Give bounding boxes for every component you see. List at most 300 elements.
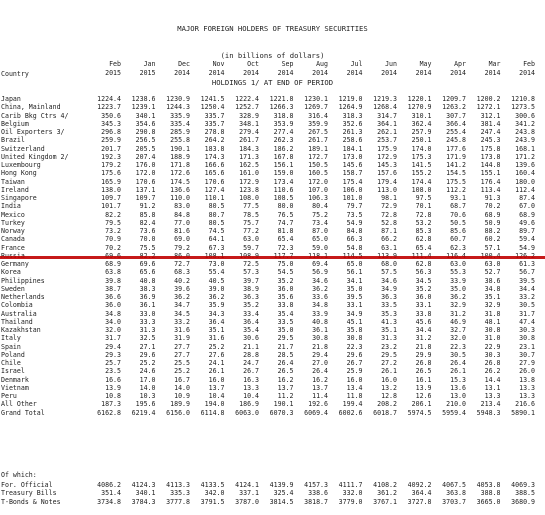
table-cell: 59.7	[243, 243, 259, 252]
table-cell: 36.2	[174, 293, 190, 301]
table-cell: 74.7	[277, 218, 294, 227]
table-cell: 328.9	[239, 111, 259, 120]
column-year: 2014	[484, 69, 501, 77]
table-cell: 261.7	[239, 136, 259, 145]
table-cell: 192.3	[101, 152, 121, 161]
table-cell: 34.1	[346, 276, 363, 285]
table-cell: 13.3	[519, 383, 535, 392]
table-cell: 91.3	[484, 194, 501, 202]
table-cell: 175.9	[377, 144, 397, 153]
table-cell: 381.4	[480, 119, 501, 128]
table-cell: 39.5	[346, 293, 363, 301]
table-cell: 79.5	[105, 218, 121, 227]
table-cell: 31.2	[415, 334, 432, 343]
table-cell: 141.5	[411, 161, 432, 169]
table-cell: 13.7	[208, 383, 225, 392]
table-cell: 54.9	[346, 218, 363, 227]
table-cell: 256.5	[135, 136, 156, 145]
table-cell: 73.6	[139, 227, 156, 235]
table-cell: 277.4	[273, 128, 294, 136]
table-cell: 22.3	[346, 342, 363, 351]
table-cell: 361.2	[377, 489, 397, 498]
table-cell: 13.6	[450, 383, 466, 392]
table-cell: 179.2	[101, 161, 121, 169]
table-cell: 3779.0	[338, 497, 363, 506]
table-cell: 29.5	[277, 334, 294, 343]
title-line-1: MAJOR FOREIGN HOLDERS OF TREASURY SECURITIES	[177, 24, 368, 33]
table-cell: 335.3	[170, 489, 190, 498]
table-cell: 176.4	[480, 177, 501, 186]
row-label: Treasury Bills	[1, 489, 57, 498]
table-cell: 139.6	[515, 161, 535, 169]
table-cell: 109.7	[101, 194, 121, 202]
row-label: All Other	[1, 400, 37, 409]
table-cell: 354.6	[135, 119, 156, 128]
table-cell: 4139.9	[269, 481, 294, 489]
table-row	[0, 227, 545, 235]
table-row	[0, 343, 545, 351]
table-cell: 187.3	[101, 400, 121, 409]
table-cell: 85.6	[450, 227, 466, 235]
table-cell: 173.4	[273, 177, 294, 186]
table-cell: 108.0	[239, 194, 259, 202]
table-cell: 175.6	[101, 169, 121, 178]
table-cell: 3784.3	[131, 497, 156, 506]
table-cell: 1264.9	[338, 103, 363, 112]
row-label: China, Mainland	[1, 103, 61, 112]
column-month: Jul	[350, 60, 363, 68]
table-cell: 206.1	[411, 400, 432, 409]
table-cell: 1219.0	[338, 95, 363, 103]
table-cell: 40.8	[139, 276, 156, 285]
table-cell: 26.4	[450, 359, 466, 367]
table-cell: 137.1	[135, 185, 156, 194]
table-cell: 35.1	[484, 293, 501, 301]
table-cell: 27.0	[312, 359, 328, 367]
table-cell: 5974.5	[407, 408, 432, 417]
table-cell: 34.0	[105, 317, 121, 326]
table-cell: 88.2	[484, 227, 501, 235]
table-cell: 168.1	[515, 144, 535, 153]
table-cell: 4111.7	[338, 481, 363, 489]
table-cell: 35.1	[208, 326, 225, 334]
table-cell: 173.8	[480, 152, 501, 161]
table-cell: 35.1	[381, 326, 397, 334]
table-cell: 27.2	[381, 359, 397, 367]
table-cell: 11.4	[312, 392, 328, 400]
table-cell: 3791.5	[200, 497, 225, 506]
table-cell: 62.3	[450, 243, 466, 252]
table-cell: 70.2	[484, 202, 501, 211]
table-cell: 32.0	[450, 334, 466, 343]
table-cell: 48.1	[484, 317, 501, 326]
table-cell: 31.7	[519, 309, 535, 318]
table-cell: 33.8	[415, 309, 432, 318]
column-year: 2014	[174, 69, 190, 77]
column-header	[88, 60, 121, 78]
table-cell: 57.3	[243, 268, 259, 277]
column-header	[330, 60, 363, 78]
table-cell: 159.0	[273, 169, 294, 178]
table-cell: 33.9	[312, 309, 328, 318]
table-cell: 36.0	[277, 284, 294, 293]
table-cell: 33.5	[381, 301, 397, 310]
table-cell: 11.2	[277, 392, 294, 400]
table-cell: 65.0	[346, 260, 363, 268]
country-column-header: Country	[1, 70, 29, 78]
table-cell: 68.3	[174, 268, 190, 277]
table-cell: 186.2	[273, 144, 294, 153]
table-cell: 34.7	[174, 301, 190, 310]
table-cell: 5948.3	[476, 408, 501, 417]
table-cell: 150.5	[308, 161, 328, 169]
table-row	[0, 301, 545, 309]
table-cell: 32.7	[450, 326, 466, 334]
table-cell: 312.1	[480, 111, 501, 120]
table-cell: 1238.6	[131, 95, 156, 103]
table-cell: 45.1	[346, 317, 363, 326]
table-cell: 155.1	[480, 169, 501, 178]
table-cell: 161.0	[239, 169, 259, 178]
column-header	[157, 60, 190, 78]
table-cell: 23.2	[381, 342, 397, 351]
table-cell: 13.7	[312, 383, 328, 392]
table-cell: 30.7	[519, 350, 535, 359]
row-label: France	[1, 243, 25, 252]
table-cell: 69.6	[139, 260, 156, 268]
table-cell: 26.7	[346, 359, 363, 367]
table-cell: 165.6	[204, 169, 225, 178]
table-cell: 61.3	[519, 260, 535, 268]
table-cell: 32.9	[450, 301, 466, 310]
table-cell: 22.3	[450, 342, 466, 351]
table-cell: 13.0	[450, 392, 466, 400]
table-cell: 56.7	[519, 268, 535, 277]
table-cell: 335.7	[204, 119, 225, 128]
table-cell: 23.1	[519, 342, 535, 351]
table-cell: 30.5	[450, 350, 466, 359]
table-cell: 353.9	[273, 119, 294, 128]
table-cell: 173.0	[342, 152, 363, 161]
table-cell: 70.6	[450, 210, 466, 219]
table-cell: 87.4	[519, 194, 535, 202]
table-cell: 52.7	[484, 268, 501, 277]
table-cell: 278.8	[204, 128, 225, 136]
table-cell: 34.8	[312, 301, 328, 310]
table-cell: 68.9	[519, 210, 535, 219]
column-header	[399, 60, 432, 78]
table-cell: 10.9	[174, 392, 190, 400]
table-cell: 39.5	[519, 276, 535, 285]
table-cell: 24.1	[208, 359, 225, 367]
table-cell: 113.4	[480, 185, 501, 194]
table-cell: 31.7	[105, 334, 121, 343]
table-cell: 80.5	[208, 218, 225, 227]
row-label: Luxembourg	[1, 161, 41, 169]
table-row	[0, 219, 545, 227]
official-holdings-table	[0, 481, 545, 506]
table-cell: 26.5	[415, 367, 432, 376]
table-row	[0, 103, 545, 111]
table-cell: 34.3	[208, 309, 225, 318]
row-label: Japan	[1, 95, 21, 103]
table-cell: 32.5	[139, 334, 156, 343]
table-cell: 31.6	[174, 326, 190, 334]
table-cell: 98.1	[381, 194, 397, 202]
table-cell: 26.8	[484, 359, 501, 367]
table-cell: 70.2	[105, 243, 121, 252]
table-cell: 171.8	[170, 161, 190, 169]
table-cell: 1230.9	[166, 95, 190, 103]
table-cell: 255.8	[170, 136, 190, 145]
table-cell: 1221.8	[269, 95, 294, 103]
table-cell: 27.1	[139, 342, 156, 351]
table-cell: 167.8	[273, 152, 294, 161]
table-cell: 255.4	[446, 128, 466, 136]
table-cell: 194.0	[204, 400, 225, 409]
table-cell: 62.8	[415, 235, 432, 244]
table-cell: 21.8	[415, 342, 432, 351]
table-cell: 351.4	[101, 489, 121, 498]
table-cell: 16.0	[381, 375, 397, 384]
table-row	[0, 112, 545, 120]
table-cell: 39.6	[174, 284, 190, 293]
table-cell: 89.7	[519, 227, 535, 235]
table-cell: 267.5	[308, 128, 328, 136]
table-cell: 335.7	[204, 111, 225, 120]
table-row	[0, 409, 545, 417]
table-row	[0, 235, 545, 243]
table-cell: 29.4	[105, 342, 121, 351]
table-cell: 35.2	[243, 301, 259, 310]
table-row	[0, 376, 545, 384]
table-cell: 199.4	[342, 400, 363, 409]
table-cell: 172.9	[239, 177, 259, 186]
table-cell: 172.0	[308, 177, 328, 186]
table-cell: 26.1	[450, 367, 466, 376]
table-cell: 26.8	[415, 359, 432, 367]
table-cell: 39.7	[243, 276, 259, 285]
table-cell: 110.6	[273, 185, 294, 194]
table-cell: 113.0	[377, 185, 397, 194]
table-cell: 162.5	[239, 161, 259, 169]
table-cell: 34.9	[381, 284, 397, 293]
table-cell: 13.7	[277, 383, 294, 392]
table-cell: 157.6	[377, 169, 397, 178]
table-cell: 6114.8	[200, 408, 225, 417]
table-cell: 3767.1	[373, 497, 397, 506]
table-row	[0, 384, 545, 392]
table-cell: 285.9	[170, 128, 190, 136]
table-cell: 3818.7	[304, 497, 328, 506]
table-cell: 216.6	[515, 400, 535, 409]
row-label: Belgium	[1, 119, 29, 128]
table-cell: 33.8	[277, 301, 294, 310]
table-cell: 247.4	[480, 128, 501, 136]
table-cell: 26.2	[484, 367, 501, 376]
table-cell: 160.4	[515, 169, 535, 178]
column-month: Jan	[143, 60, 156, 68]
table-cell: 332.0	[342, 489, 363, 498]
table-cell: 123.8	[239, 185, 259, 194]
table-cell: 29.5	[381, 350, 397, 359]
table-cell: 56.3	[415, 268, 432, 277]
table-cell: 30.6	[243, 334, 259, 343]
table-cell: 21.8	[312, 342, 328, 351]
column-header	[433, 60, 466, 78]
table-row	[0, 145, 545, 153]
table-cell: 171.2	[515, 152, 535, 161]
table-cell: 342.0	[204, 489, 225, 498]
table-cell: 3703.7	[442, 497, 466, 506]
table-cell: 208.2	[377, 400, 397, 409]
table-cell: 6162.8	[97, 408, 121, 417]
table-cell: 145.6	[342, 161, 363, 169]
table-cell: 34.6	[381, 276, 397, 285]
table-cell: 4067.5	[442, 481, 466, 489]
table-cell: 34.9	[346, 309, 363, 318]
table-cell: 108.0	[411, 185, 432, 194]
table-cell: 30.5	[519, 301, 535, 310]
table-cell: 16.0	[208, 375, 225, 384]
table-cell: 4124.1	[235, 481, 259, 489]
table-cell: 26.4	[277, 359, 294, 367]
table-cell: 207.4	[135, 152, 156, 161]
table-cell: 12.8	[381, 392, 397, 400]
table-cell: 34.4	[415, 326, 432, 334]
row-label: T-Bonds & Notes	[1, 497, 61, 506]
table-cell: 172.0	[135, 169, 156, 178]
column-header	[502, 60, 535, 78]
table-cell: 28.5	[277, 350, 294, 359]
table-row	[0, 186, 545, 194]
table-cell: 335.4	[170, 119, 190, 128]
table-cell: 35.4	[243, 326, 259, 334]
table-cell: 165.9	[101, 177, 121, 186]
table-cell: 65.4	[415, 243, 432, 252]
table-cell: 33.3	[139, 317, 156, 326]
table-cell: 3680.9	[511, 497, 535, 506]
table-cell: 144.8	[480, 161, 501, 169]
table-cell: 16.0	[346, 375, 363, 384]
table-cell: 190.1	[170, 144, 190, 153]
table-cell: 72.9	[381, 202, 397, 211]
table-cell: 279.4	[239, 128, 259, 136]
table-cell: 1266.3	[269, 103, 294, 112]
table-row	[0, 153, 545, 161]
table-cell: 30.8	[484, 326, 501, 334]
table-cell: 35.0	[277, 326, 294, 334]
table-cell: 201.7	[101, 144, 121, 153]
table-cell: 62.8	[415, 260, 432, 268]
table-cell: 1250.4	[200, 103, 225, 112]
table-cell: 46.9	[450, 317, 466, 326]
table-cell: 52.8	[381, 218, 397, 227]
table-cell: 106.0	[342, 185, 363, 194]
table-cell: 172.7	[308, 152, 328, 161]
row-label: Norway	[1, 227, 25, 235]
table-cell: 73.2	[105, 227, 121, 235]
table-cell: 75.0	[277, 260, 294, 268]
table-cell: 189.1	[308, 144, 328, 153]
table-cell: 16.2	[312, 375, 328, 384]
table-cell: 35.9	[208, 301, 225, 310]
column-month: Mar	[488, 60, 501, 68]
column-year: 2014	[519, 69, 535, 77]
table-cell: 175.8	[480, 144, 501, 153]
table-cell: 35.2	[415, 284, 432, 293]
table-row	[0, 211, 545, 219]
table-cell: 34.8	[484, 284, 501, 293]
table-cell: 188.9	[170, 152, 190, 161]
table-cell: 60.2	[484, 235, 501, 244]
table-cell: 340.1	[135, 489, 156, 498]
table-cell: 33.1	[346, 301, 363, 310]
table-cell: 192.6	[308, 400, 328, 409]
table-cell: 314.7	[377, 111, 397, 120]
table-cell: 264.2	[204, 136, 225, 145]
table-row	[0, 178, 545, 186]
table-cell: 350.6	[101, 111, 121, 120]
table-cell: 4086.2	[97, 481, 121, 489]
table-cell: 261.3	[342, 128, 363, 136]
table-cell: 54.9	[519, 243, 535, 252]
table-cell: 14.0	[174, 383, 190, 392]
table-cell: 175.4	[342, 177, 363, 186]
table-row	[0, 326, 545, 334]
table-cell: 27.6	[208, 350, 225, 359]
table-cell: 35.2	[277, 276, 294, 285]
table-cell: 174.4	[411, 177, 432, 186]
column-year: 2014	[450, 69, 466, 77]
table-cell: 50.9	[484, 218, 501, 227]
table-cell: 70.0	[139, 235, 156, 244]
table-cell: 32.0	[105, 326, 121, 334]
table-cell: 63.0	[243, 235, 259, 244]
table-cell: 26.4	[312, 367, 328, 376]
table-cell: 66.2	[381, 235, 397, 244]
table-cell: 57.5	[381, 268, 397, 277]
table-cell: 345.3	[101, 119, 121, 128]
table-cell: 13.3	[519, 392, 535, 400]
table-cell: 366.4	[446, 119, 466, 128]
table-row	[0, 260, 545, 268]
table-cell: 1230.1	[304, 95, 328, 103]
row-label: Oil Exporters 3/	[1, 128, 65, 136]
column-year: 2014	[277, 69, 294, 77]
title-line-2: (in billions of dollars)	[220, 51, 325, 60]
table-cell: 243.9	[515, 136, 535, 145]
table-cell: 35.8	[346, 326, 363, 334]
table-cell: 75.5	[139, 243, 156, 252]
table-cell: 1269.7	[304, 103, 328, 112]
column-month: Aug	[316, 60, 328, 68]
table-row	[0, 359, 545, 367]
table-cell: 112.2	[446, 185, 466, 194]
table-cell: 4092.2	[407, 481, 432, 489]
column-year: 2014	[346, 69, 363, 77]
row-label: Thailand	[1, 317, 33, 326]
table-cell: 36.9	[139, 293, 156, 301]
table-cell: 1244.3	[166, 103, 190, 112]
table-cell: 85.3	[415, 227, 432, 235]
table-cell: 26.5	[277, 367, 294, 376]
table-cell: 80.4	[312, 202, 328, 211]
table-cell: 72.3	[277, 243, 294, 252]
table-cell: 1222.4	[235, 95, 259, 103]
row-label: Hong Kong	[1, 169, 37, 178]
column-month: May	[419, 60, 432, 68]
